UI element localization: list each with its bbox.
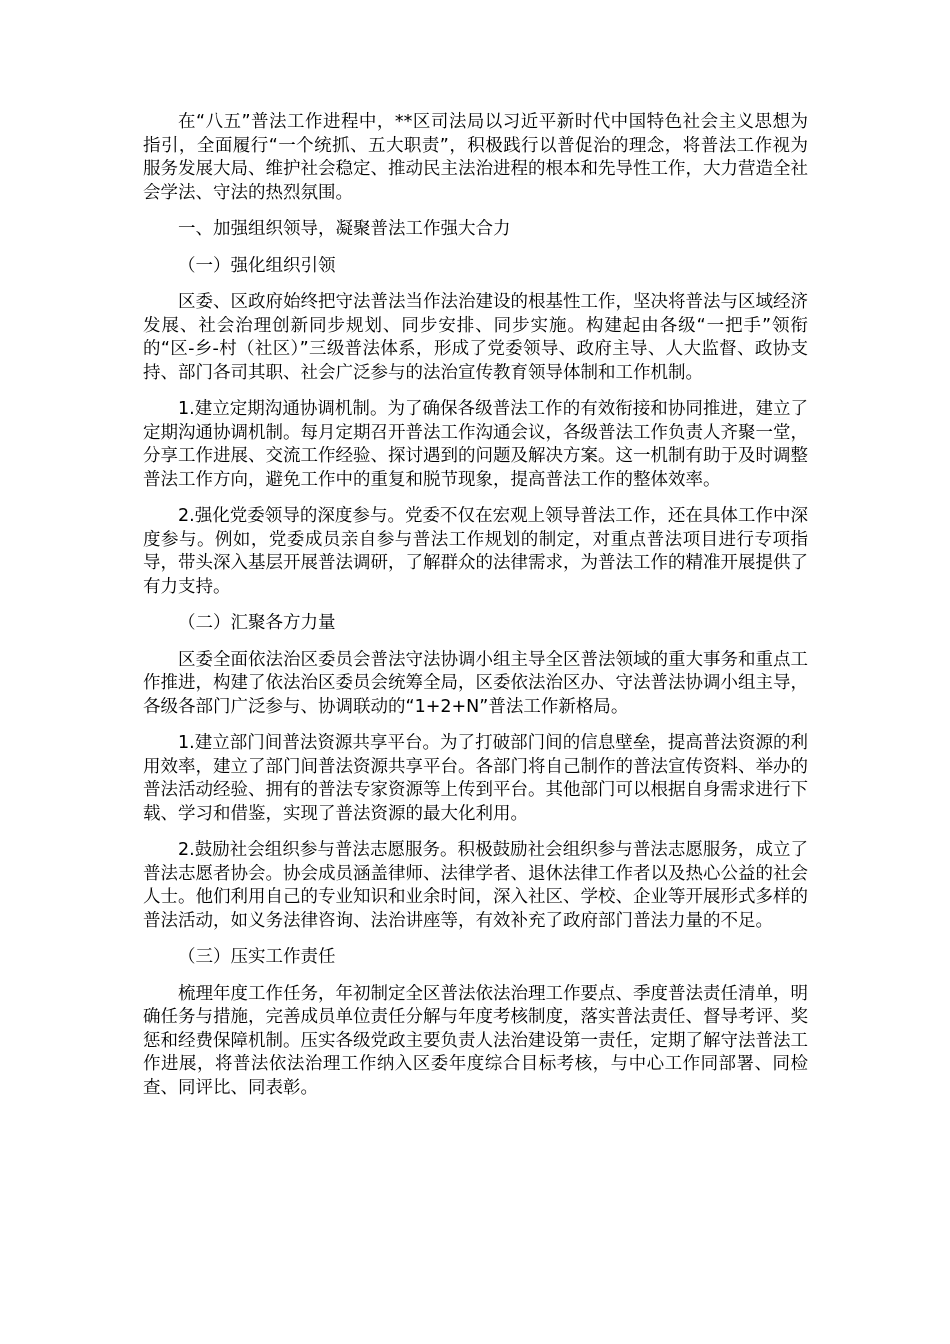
subsection-1-heading: （一）强化组织引领 — [178, 255, 336, 276]
subsection-3-heading: （三）压实工作责任 — [178, 947, 336, 967]
subsection-2-paragraph-1: 区委全面依法治区委员会普法守法协调小组主导全区普法领域的重大事务和重点工作推进，构建了依法治区委员会统筹全局，区委依法治区办、守法普法协调小组主导，各级各部门广泛参与、协调联动的“1+2+N”普法工作新格局。 — [143, 649, 808, 717]
intro-paragraph: 在“八五”普法工作进程中，**区司法局以习近平新时代中国特色社会主义思想为指引，全面履行“一个统抓、五大职责”，积极践行以普促治的理念，将普法工作视为服务发展大局、维护社会稳定、推动民主法治进程的根本和先导性工作，大力营造全社会学法、守法的热烈氛围。 — [143, 112, 808, 203]
section-1-heading: 一、加强组织领导，凝聚普法工作强大合力 — [178, 219, 511, 239]
subsection-2-paragraph-3: 2.鼓励社会组织参与普法志愿服务。积极鼓励社会组织参与普法志愿服务，成立了普法志愿者协会。协会成员涵盖律师、法律学者、退休法律工作者以及热心公益的社会人士。他们利用自己的专业知识和业余时间，深入社区、学校、企业等开展形式多样的普法活动，如义务法律咨询、法治讲座等，有效补充了政府部门普法力量的不足。 — [143, 840, 808, 931]
subsection-1-paragraph-3: 2.强化党委领导的深度参与。党委不仅在宏观上领导普法工作，还在具体工作中深度参与。例如，党委成员亲自参与普法工作规划的制定，对重点普法项目进行专项指导，带头深入基层开展普法调研，了解群众的法律需求，为普法工作的精准开展提供了有力支持。 — [143, 506, 808, 597]
subsection-1-paragraph-2: 1.建立定期沟通协调机制。为了确保各级普法工作的有效衔接和协同推进，建立了定期沟通协调机制。每月定期召开普法工作沟通会议，各级普法工作负责人齐聚一堂，分享工作进展、交流工作经验、探讨遇到的问题及解决方案。这一机制有助于及时调整普法工作方向，避免工作中的重复和脱节现象，提高普法工作的整体效率。 — [143, 399, 808, 490]
subsection-3-paragraph-1: 梳理年度工作任务，年初制定全区普法依法治理工作要点、季度普法责任清单，明确任务与措施，完善成员单位责任分解与年度考核制度，落实普法责任、督导考评、奖惩和经费保障机制。压实各级党政主要负责人法治建设第一责任，定期了解守法普法工作进展，将普法依法治理工作纳入区委年度综合目标考核，与中心工作同部署、同检查、同评比、同表彰。 — [143, 983, 808, 1098]
subsection-2-heading: （二）汇聚各方力量 — [178, 613, 336, 633]
subsection-2-paragraph-2: 1.建立部门间普法资源共享平台。为了打破部门间的信息壁垒，提高普法资源的利用效率，建立了部门间普法资源共享平台。各部门将自己制作的普法宣传资料、举办的普法活动经验、拥有的普法专家资源等上传到平台。其他部门可以根据自身需求进行下载、学习和借鉴，实现了普法资源的最大化利用。 — [143, 733, 808, 824]
subsection-1-paragraph-1: 区委、区政府始终把守法普法当作法治建设的根基性工作，坚决将普法与区域经济发展、社会治理创新同步规划、同步安排、同步实施。构建起由各级“一把手”领衔的“区-乡-村（社区）”三级普法体系，形成了党委领导、政府主导、人大监督、政协支持、部门各司其职、社会广泛参与的法治宣传教育领导体制和工作机制。 — [143, 292, 808, 383]
document-body — [143, 111, 808, 1113]
